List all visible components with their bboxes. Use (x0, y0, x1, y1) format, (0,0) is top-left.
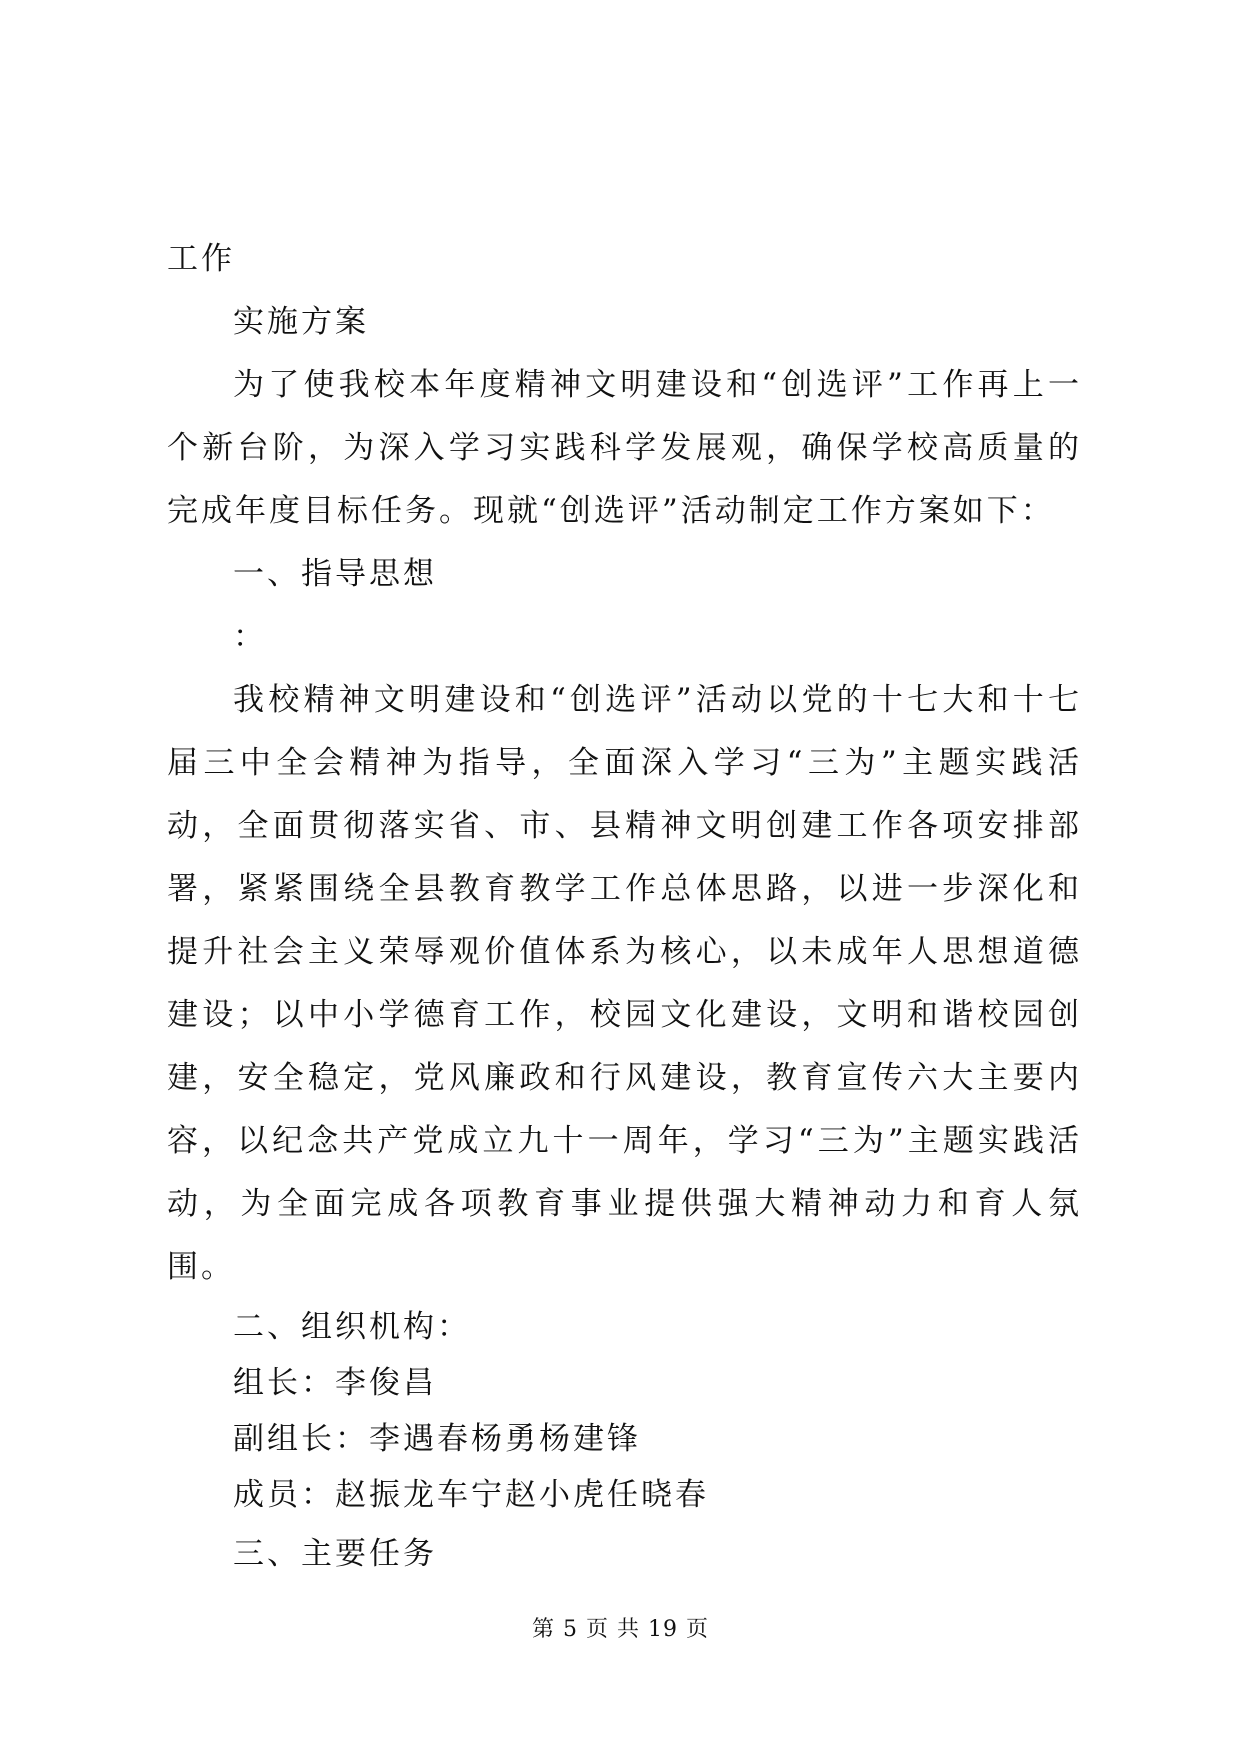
text-line-plan: 实施方案 (233, 304, 369, 340)
page-footer: 第 5 页 共 19 页 (532, 1617, 709, 1642)
section-heading-main-tasks: 三、主要任务 (233, 1536, 437, 1572)
group-leader-line: 组长：李俊昌 (233, 1365, 437, 1401)
section-heading-guiding-thought: 一、指导思想 (233, 556, 437, 592)
intro-paragraph: 为了使我校本年度精神文明建设和“创选评”工作再上一个新台阶，为深入学习实践科学发展观，确保学校高质量的完成年度目标任务。现就“创选评”活动制定工作方案如下： (167, 367, 1082, 529)
deputy-leader-line: 副组长：李遇春杨勇杨建锋 (233, 1421, 641, 1457)
section-heading-organization: 二、组织机构： (233, 1309, 471, 1345)
members-line: 成员：赵振龙车宁赵小虎任晓春 (233, 1477, 709, 1513)
document-body (167, 228, 1082, 1586)
text-line-work: 工作 (167, 241, 235, 277)
colon-line: ： (233, 619, 267, 655)
guiding-thought-paragraph: 我校精神文明建设和“创选评”活动以党的十七大和十七届三中全会精神为指导，全面深入学习“三为”主题实践活动，全面贯彻落实省、市、县精神文明创建工作各项安排部署，紧紧围绕全县教育教学工作总体思路，以进一步深化和提升社会主义荣辱观价值体系为核心，以未成年人思想道德建设；以中小学德育工作，校园文化建设，文明和谐校园创建，安全稳定，党风廉政和行风建设，教育宣传六大主要内容，以纪念共产党成立九十一周年，学习“三为”主题实践活动，为全面完成各项教育事业提供强大精神动力和育人氛围。 (167, 682, 1082, 1285)
